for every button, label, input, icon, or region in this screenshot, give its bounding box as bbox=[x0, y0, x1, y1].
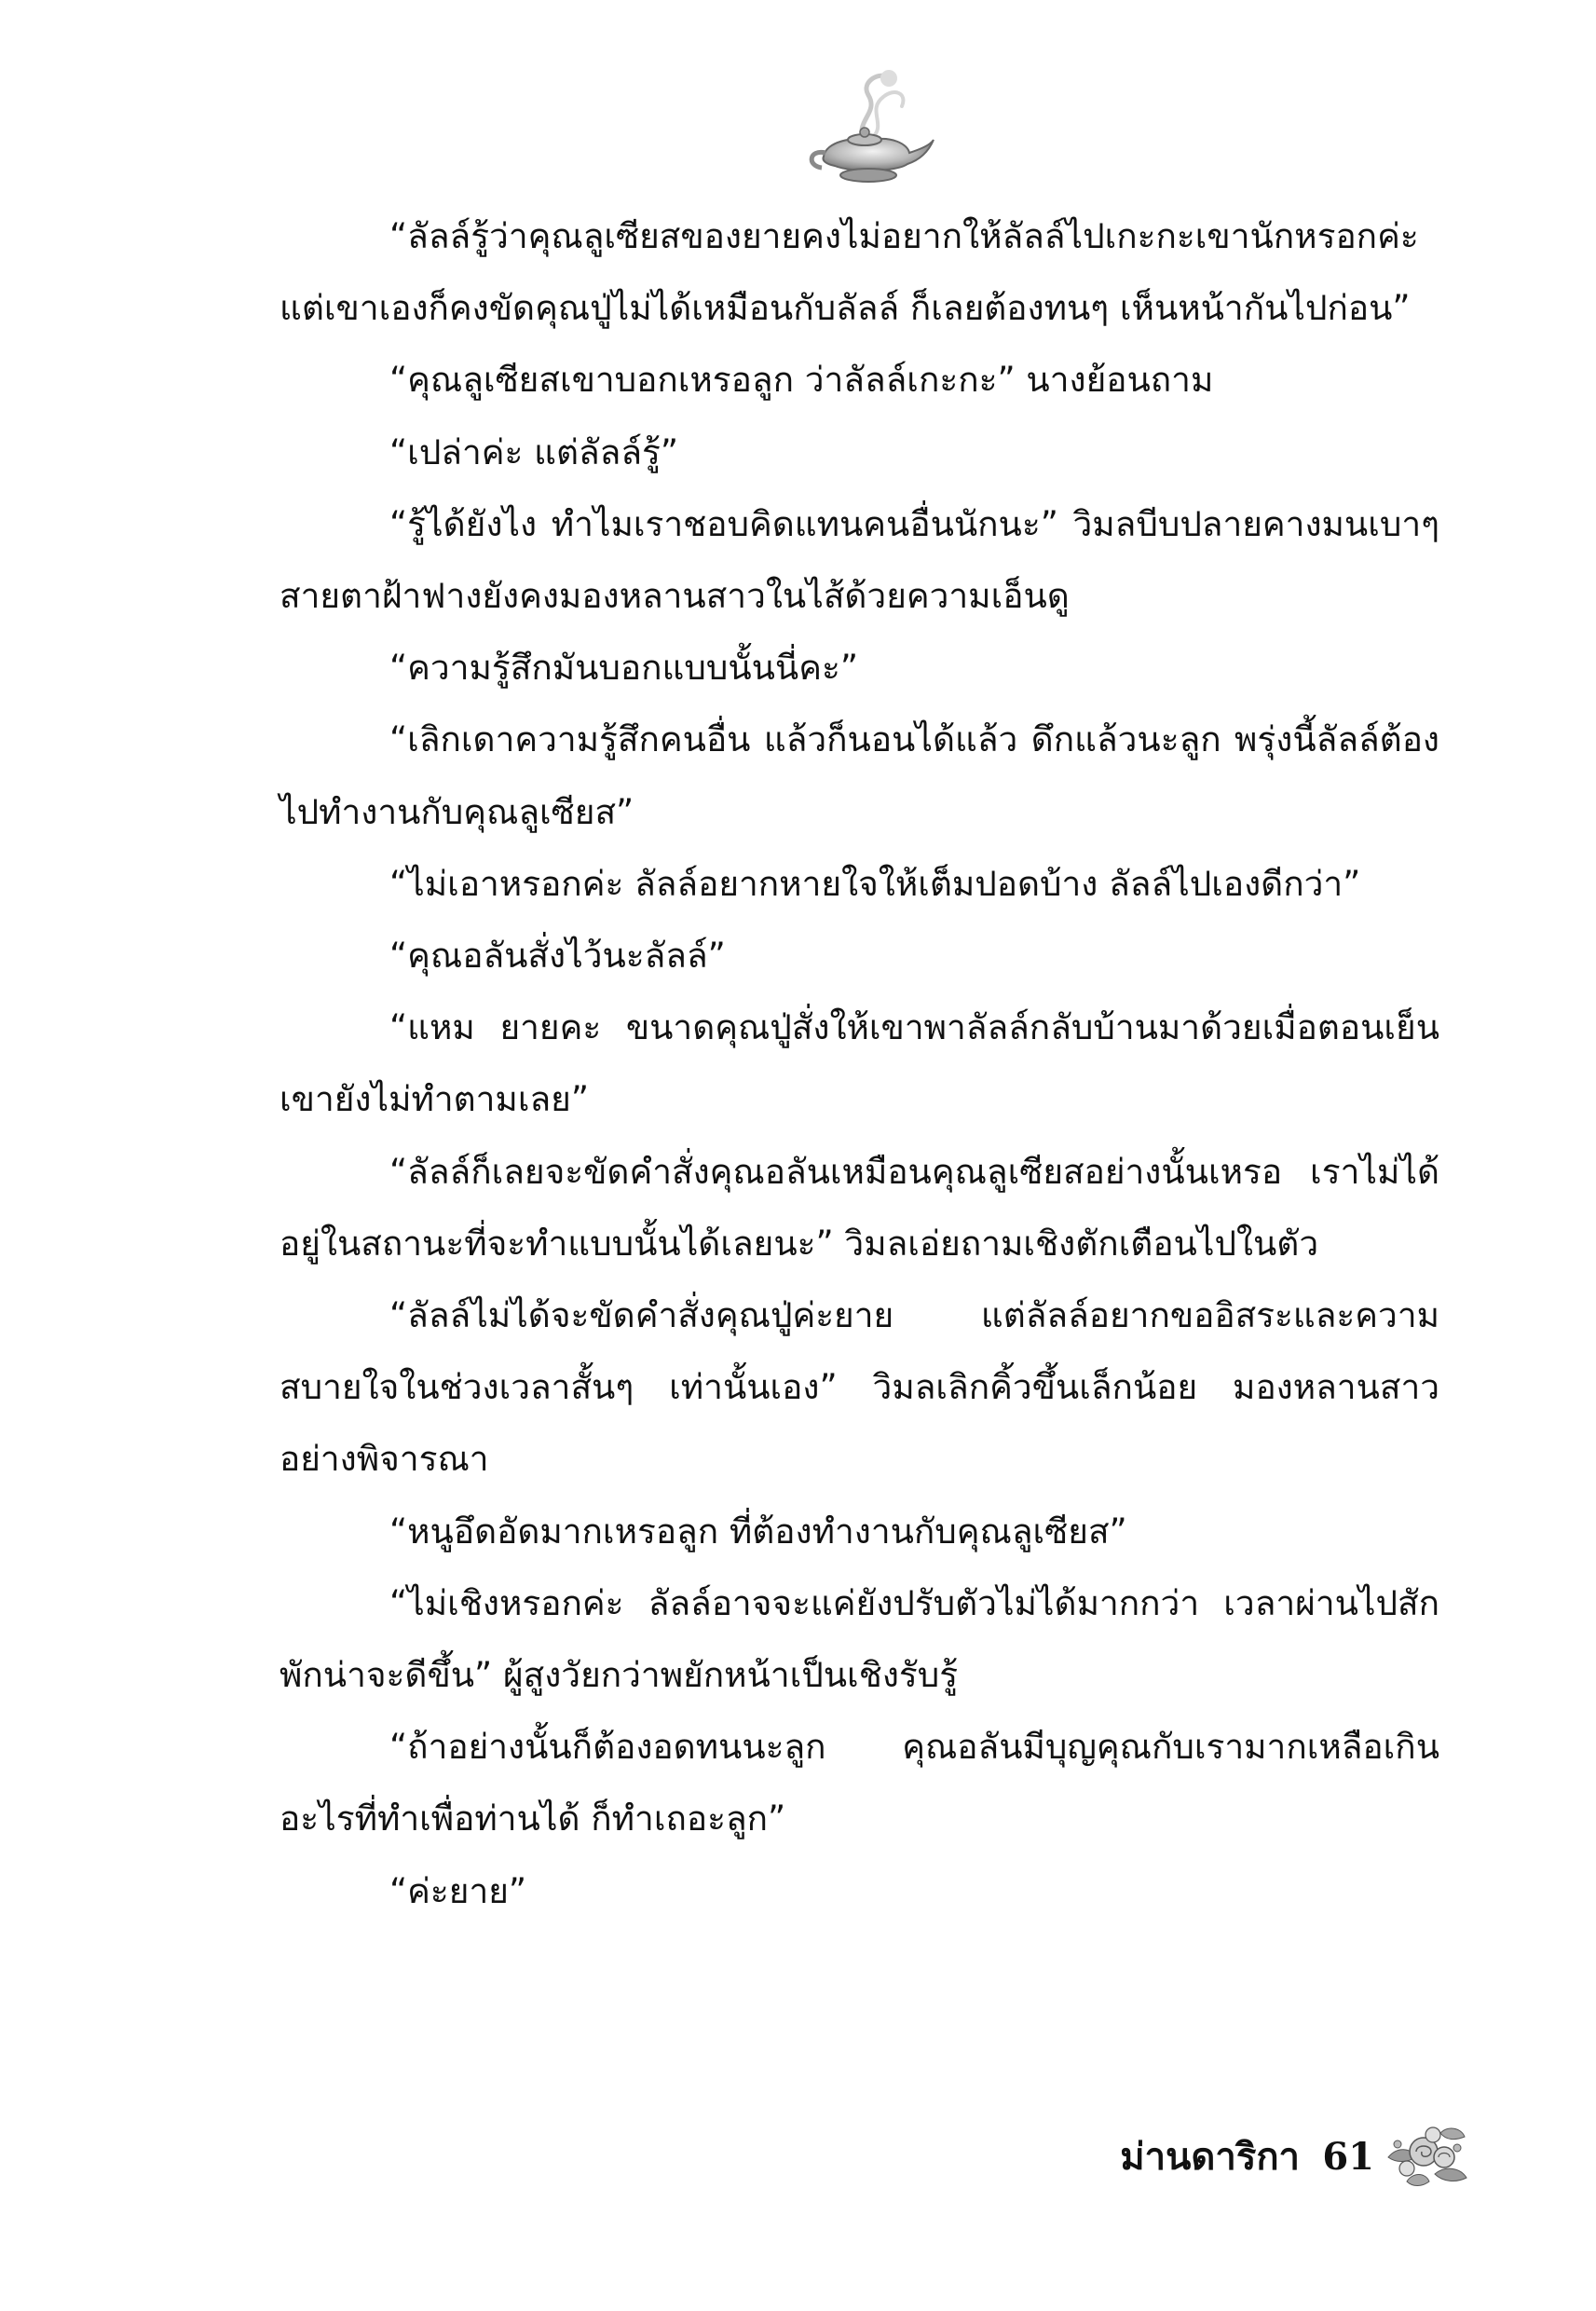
rose-bouquet-icon bbox=[1379, 2120, 1472, 2195]
paragraph: “ไม่เชิงหรอกค่ะ ลัลล์อาจจะแค่ยังปรับตัวไม่ได้มากกว่า เวลาผ่านไปสักพักน่าจะดีขึ้น” ผู้สูงวัยกว่าพยักหน้าเป็นเชิงรับรู้ bbox=[280, 1582, 1439, 1696]
page-number: 61 bbox=[1322, 2135, 1374, 2179]
paragraph: “เลิกเดาความรู้สึกคนอื่น แล้วก็นอนได้แล้ว ดึกแล้วนะลูก พรุ่งนี้ลัลล์ต้องไปทำงานกับคุณลูเซียส” bbox=[280, 719, 1439, 832]
paragraph: “ลัลล์ไม่ได้จะขัดคำสั่งคุณปู่ค่ะยาย แต่ลัลล์อยากขออิสระและความสบายใจในช่วงเวลาสั้นๆ เท่านั้นเอง” วิมลเลิกคิ้วขึ้นเล็กน้อย มองหลานสาวอย่างพิจารณา bbox=[280, 1295, 1439, 1480]
paragraph: “ลัลล์รู้ว่าคุณลูเซียสของยายคงไม่อยากให้ลัลล์ไปเกะกะเขานักหรอกค่ะ แต่เขาเองก็คงขัดคุณปู่ไม่ได้เหมือนกับลัลล์ ก็เลยต้องทนๆ เห็นหน้ากันไปก่อน” bbox=[280, 216, 1419, 329]
body-text bbox=[280, 200, 1439, 1927]
paragraph: “ค่ะยาย” bbox=[389, 1870, 527, 1911]
magic-lamp-icon bbox=[798, 56, 937, 196]
paragraph: “ความรู้สึกมันบอกแบบนั้นนี่คะ” bbox=[389, 648, 859, 689]
paragraph: “แหม ยายคะ ขนาดคุณปู่สั่งให้เขาพาลัลล์กลับบ้านมาด้วยเมื่อตอนเย็น เขายังไม่ทำตามเลย” bbox=[280, 1007, 1439, 1120]
paragraph: “เปล่าค่ะ แต่ลัลล์รู้” bbox=[389, 431, 679, 472]
paragraph: “ถ้าอย่างนั้นก็ต้องอดทนนะลูก คุณอลันมีบุญคุณกับเรามากเหลือเกิน อะไรที่ทำเพื่อท่านได้ ก็ทำเถอะลูก” bbox=[280, 1727, 1439, 1839]
book-title: ม่านดาริกา bbox=[1120, 2135, 1300, 2179]
page-footer bbox=[1071, 2120, 1472, 2195]
paragraph: “รู้ได้ยังไง ทำไมเราชอบคิดแทนคนอื่นนักนะ” วิมลบีบปลายคางมนเบาๆ สายตาฝ้าฟางยังคงมองหลานสาวในไส้ด้วยความเอ็นดู bbox=[280, 503, 1439, 617]
paragraph: “ลัลล์ก็เลยจะขัดคำสั่งคุณอลันเหมือนคุณลูเซียสอย่างนั้นเหรอ เราไม่ได้อยู่ในสถานะที่จะทำแบบนั้นได้เลยนะ” วิมลเอ่ยถามเชิงตักเตือนไปในตัว bbox=[280, 1151, 1439, 1264]
paragraph: “ไม่เอาหรอกค่ะ ลัลล์อยากหายใจให้เต็มปอดบ้าง ลัลล์ไปเองดีกว่า” bbox=[389, 863, 1361, 904]
paragraph: “คุณลูเซียสเขาบอกเหรอลูก ว่าลัลล์เกะกะ” นางย้อนถาม bbox=[389, 360, 1214, 401]
paragraph: “คุณอลันสั่งไว้นะลัลล์” bbox=[389, 936, 726, 977]
paragraph: “หนูอึดอัดมากเหรอลูก ที่ต้องทำงานกับคุณลูเซียส” bbox=[389, 1511, 1127, 1552]
